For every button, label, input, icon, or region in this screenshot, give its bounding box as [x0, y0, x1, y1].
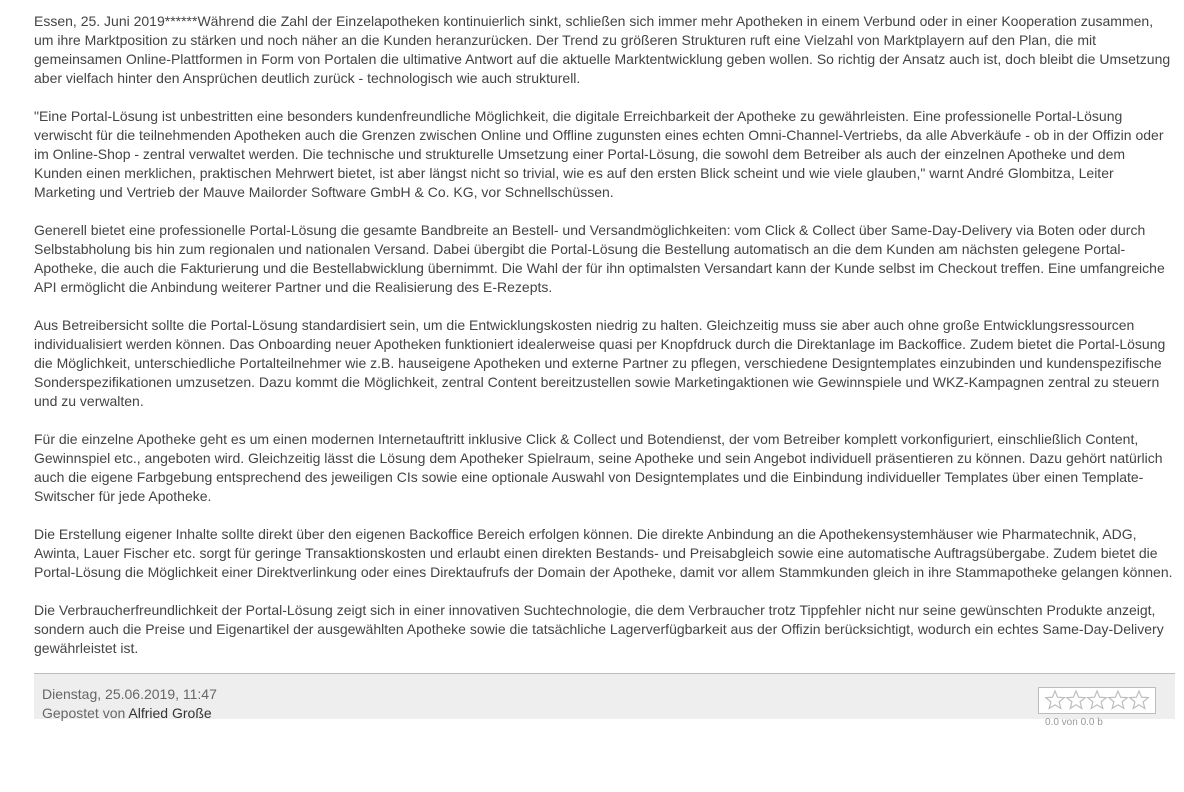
star-outline-icon[interactable] [1066, 690, 1086, 710]
star-outline-icon[interactable] [1108, 690, 1128, 710]
star-rating-widget[interactable] [1038, 687, 1156, 728]
star-rating [1045, 690, 1149, 710]
post-footer [34, 673, 1175, 728]
star-outline-icon[interactable] [1045, 690, 1065, 710]
star-outline-icon[interactable] [1087, 690, 1107, 710]
posted-by-label: Gepostet von [42, 705, 129, 721]
article-paragraph: Die Erstellung eigener Inhalte sollte direkt über den eigenen Backoffice Bereich erfolgen können. Die direkte Anbindung an die Apothekensystemhäuser wie Pharmatechnik, ADG, Awinta, Lauer Fischer etc. sorgt für geringe Transaktionskosten und erlaubt einen direkten Bestands- und Preisabgleich sowie eine automatische Auftragsübergabe. Zudem bietet die Portal-Lösung die Möglichkeit einer Direktverlinkung oder eines Direktaufrufs der Domain der Apotheke, damit vor allem Stammkunden gleich in ihre Stammapotheke gelangen können. [34, 526, 1173, 580]
article-paragraph: Aus Betreibersicht sollte die Portal-Lösung standardisiert sein, um die Entwicklungskosten niedrig zu halten. Gleichzeitig muss sie aber auch ohne große Entwicklungsressourcen individualisiert werden können. Das Onboarding neuer Apotheken funktioniert idealerweise quasi per Knopfdruck durch die Direktanlage im Backoffice. Zudem bietet die Portal-Lösung die Möglichkeit, unterschiedliche Portalteilnehmer wie z.B. hauseigene Apotheken und externe Partner zu pflegen, verschiedene Designtemplates einzubinden und kundenspezifische Sonderspezifikationen umzusetzen. Dazu kommt die Möglichkeit, zentral Content bereitzustellen sowie Marketingaktionen wie Gewinnspiele und WKZ-Kampagnen zentral zu steuern und zu verwalten. [34, 317, 1166, 409]
post-date: Dienstag, 25.06.2019, 11:47 [42, 686, 217, 702]
author-name: Alfried Große [128, 705, 212, 721]
article-paragraph: Essen, 25. Juni 2019******Während die Zahl der Einzelapotheken kontinuierlich sinkt, schließen sich immer mehr Apotheken in einem Verbund oder in einer Kooperation zusammen, um ihre Marktposition zu stärken und noch näher an die Kunden heranzurücken. Der Trend zu größeren Strukturen ruft eine Vielzahl von Marktplayern auf den Plan, die mit gemeinsamen Online-Plattformen in Form von Portalen die ultimative Antwort auf die aktuelle Marktentwicklung geben wollen. So richtig der Ansatz auch ist, doch bleibt die Umsetzung aber vielfach hinter den Ansprüchen deutlich zurück - technologisch wie auch strukturell. [34, 13, 1171, 86]
star-outline-icon[interactable] [1129, 690, 1149, 710]
article-paragraph: Für die einzelne Apotheke geht es um einen modernen Internetauftritt inklusive Click & Collect und Botendienst, der vom Betreiber komplett vorkonfiguriert, einschließlich Content, Gewinnspiel etc., angeboten wird. Gleichzeitig lässt die Lösung dem Apotheker Spielraum, seine Apotheke und sein Angebot individuell präsentieren zu können. Dazu gehört natürlich auch die eigene Farbgebung entsprechend des jeweiligen CIs sowie eine optionale Auswahl von Designtemplates und die Einbindung individueller Templates über einen Template-Switscher für jede Apotheke. [34, 431, 1163, 504]
posted-by [42, 704, 212, 723]
article-paragraph: Die Verbraucherfreundlichkeit der Portal-Lösung zeigt sich in einer innovativen Suchtechnologie, die dem Verbraucher trotz Tippfehler nicht nur seine gewünschten Produkte anzeigt, sondern auch die Preise und Eigenartikel der ausgewählten Apotheke sowie die tatsächliche Lagerverfügbarkeit aus der Offizin berücksichtigt, wodurch ein echtes Same-Day-Delivery gewährleistet ist. [34, 602, 1164, 656]
article-paragraph: Generell bietet eine professionelle Portal-Lösung die gesamte Bandbreite an Bestell- und Versandmöglichkeiten: vom Click & Collect über Same-Day-Delivery via Boten oder durch Selbstabholung bis hin zum regionalen und nationalen Versand. Dabei übergibt die Portal-Lösung die Bestellung automatisch an die dem Kunden am nächsten gelegene Portal-Apotheke, die auch die Fakturierung und die Bestellabwicklung übernimmt. Die Wahl der für ihn optimalsten Versandart kann der Kunde selbst im Checkout treffen. Eine umfangreiche API ermöglicht die Anbindung weiterer Partner und die Realisierung des E-Rezepts. [34, 222, 1165, 295]
article-body [34, 12, 1176, 677]
rating-summary: 0.0 von 0.0 b [1045, 717, 1103, 728]
article-paragraph: "Eine Portal-Lösung ist unbestritten eine besonders kundenfreundliche Möglichkeit, die digitale Erreichbarkeit der Apotheke zu gewährleisten. Eine professionelle Portal-Lösung verwischt für die teilnehmenden Apotheken auch die Grenzen zwischen Online und Offline zugunsten eines echten Omni-Channel-Vertriebs, da alle Abverkäufe - ob in der Offizin oder im Online-Shop - zentral verwaltet werden. Die technische und strukturelle Umsetzung einer Portal-Lösung, die sowohl dem Betreiber als auch der einzelnen Apotheke und dem Kunden einen merklichen, praktischen Mehrwert bietet, ist aber längst nicht so trivial, wie es auf den ersten Blick scheint und wie viele glauben," warnt André Glombitza, Leiter Marketing und Vertrieb der Mauve Mailorder Software GmbH & Co. KG, vor Schnellschüssen. [34, 108, 1164, 200]
